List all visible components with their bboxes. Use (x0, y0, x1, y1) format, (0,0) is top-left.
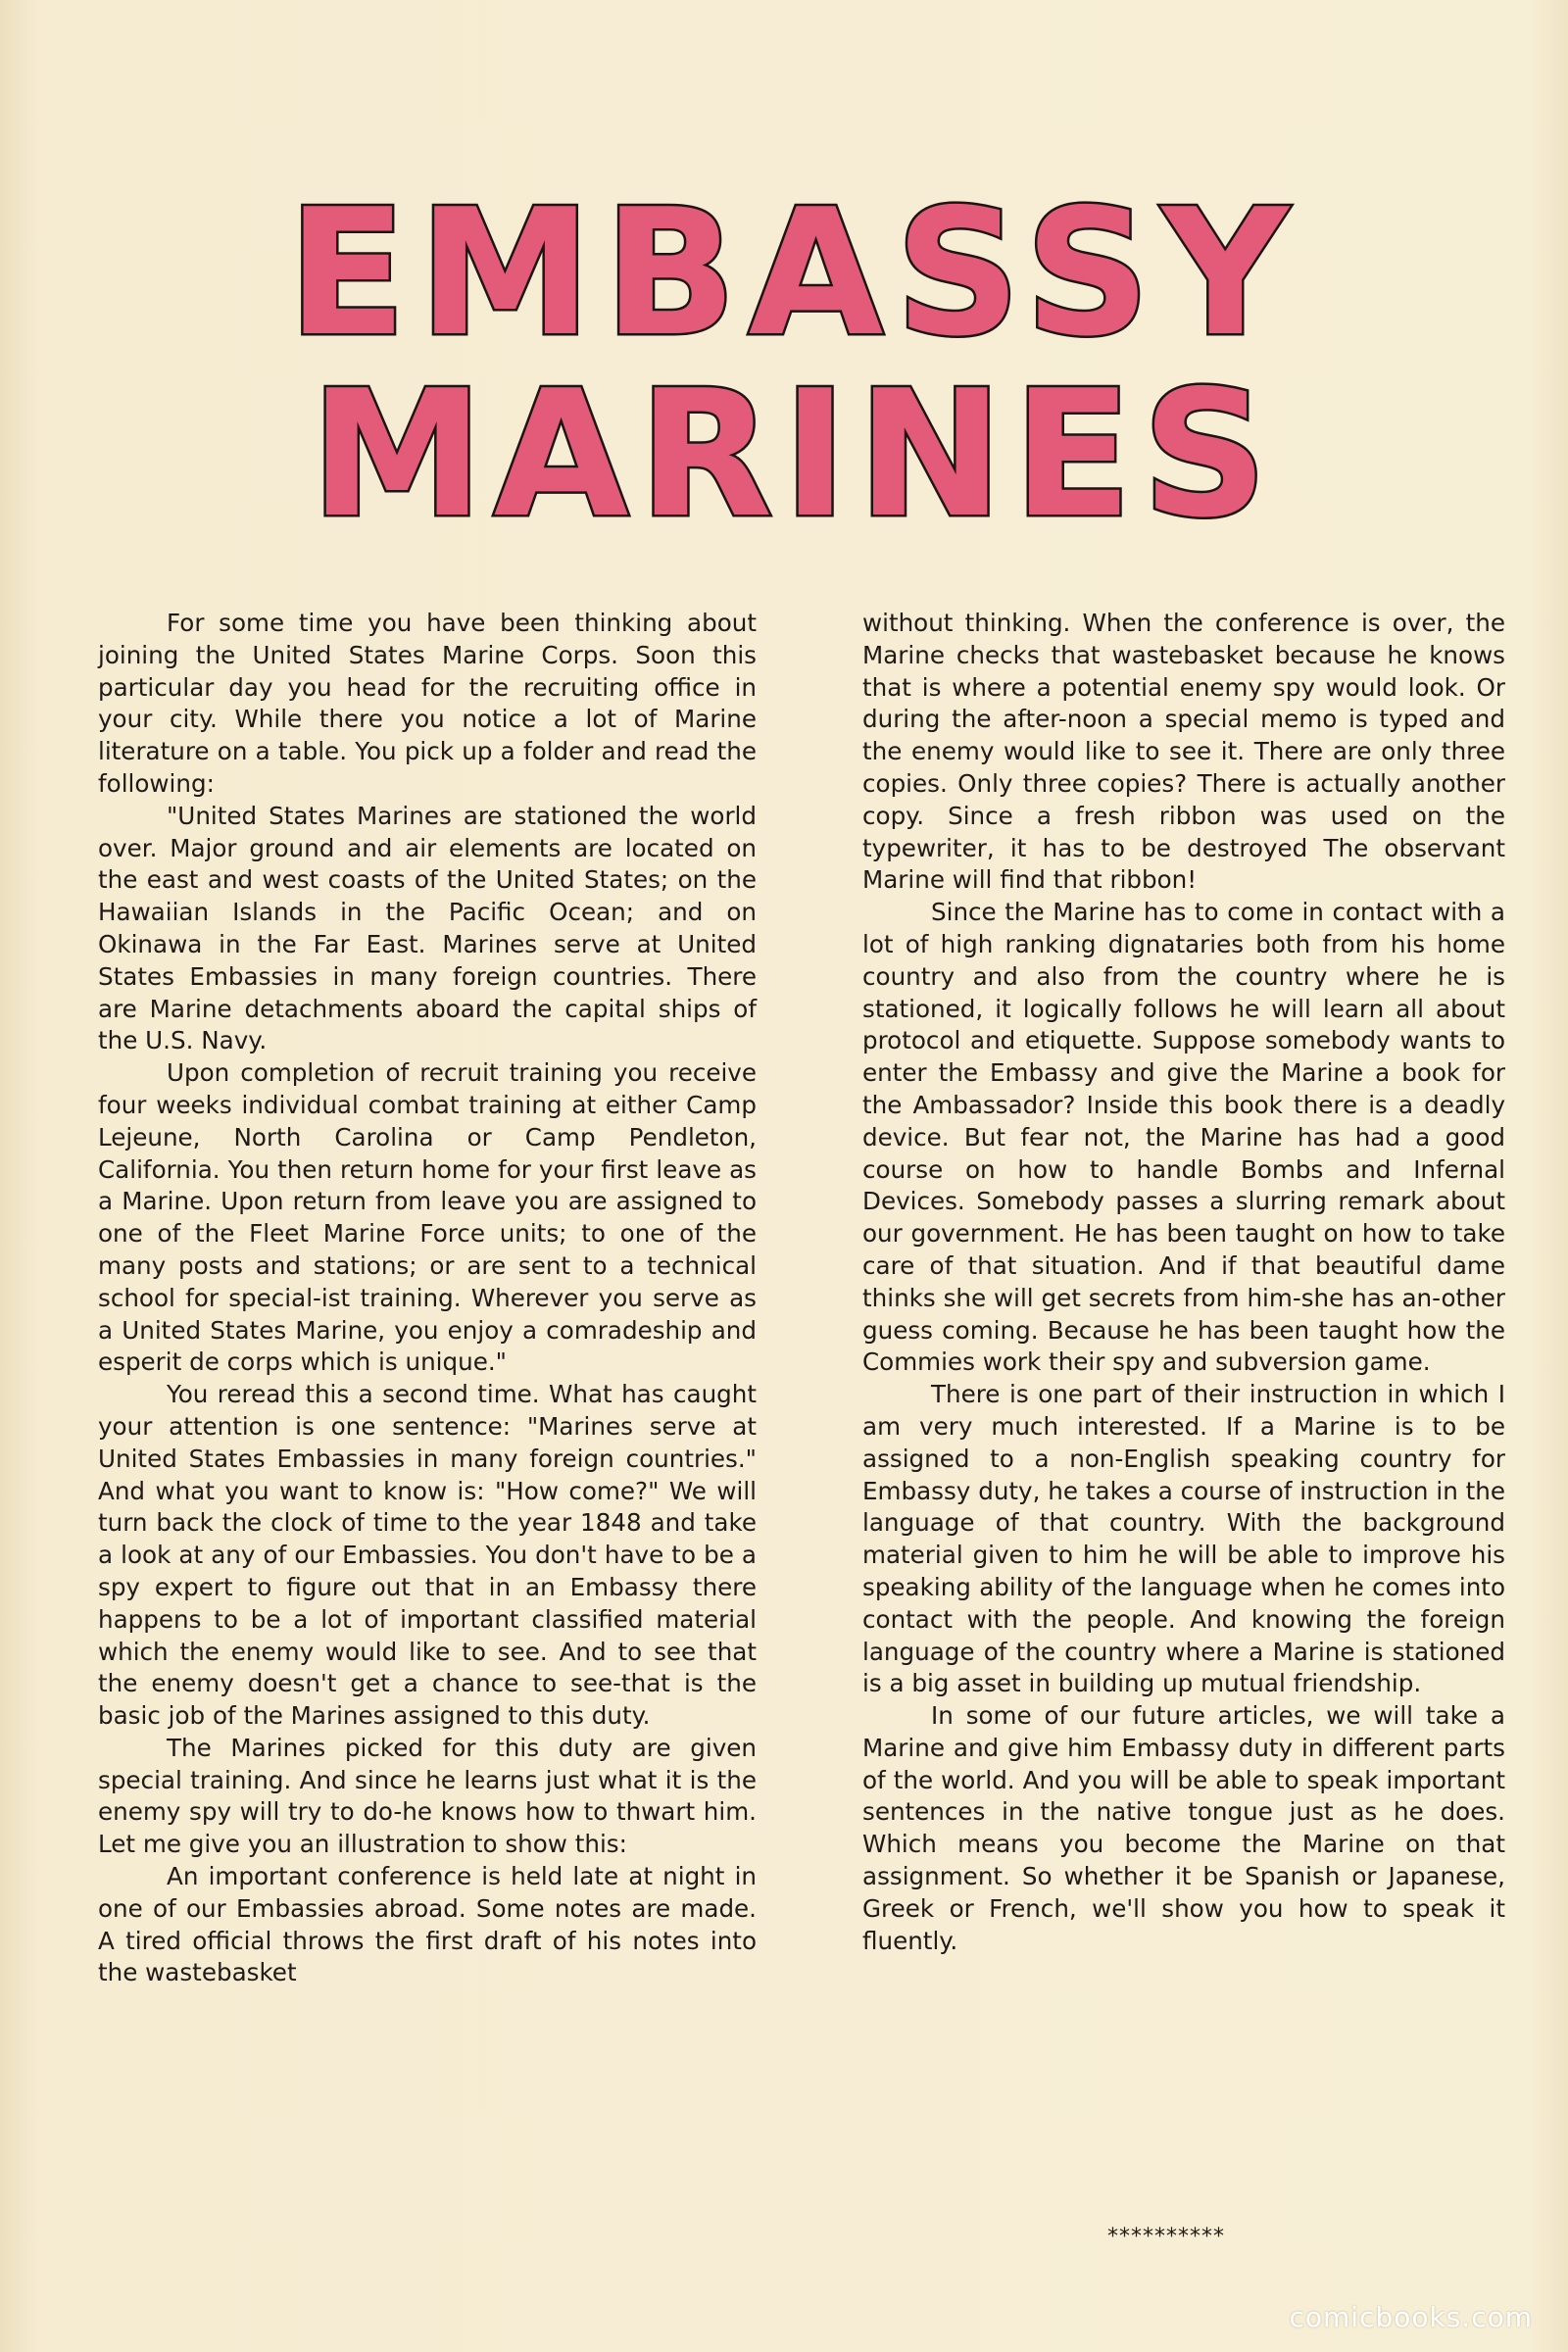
right-column (862, 608, 1505, 1957)
left-paragraph-5: The Marines picked for this duty are given special training. And since he learns just what it is the enemy spy will try to do-he knows how to thwart him. Let me give you an illustration to show this: (98, 1733, 757, 1859)
left-paragraph-4: You reread this a second time. What has caught your attention is one sentence: "Marines serve at United States Embassies in many foreign countries." And what you want to know is: "How come?" We will turn back the clock of time to the year 1848 and take a look at any of our Embassies. You don't have to be a spy expert to figure out that in an Embassy there happens to be a lot of important classified material which the enemy would like to see. And to see that the enemy doesn't get a chance to see-that is the basic job of the Marines assigned to this duty. (98, 1380, 757, 1731)
left-paragraph-3: Upon completion of recruit training you receive four weeks individual combat training at either Camp Lejeune, North Carolina or Camp Pendleton, California. You then return home for your first leave as a Marine. Upon return from leave you are assigned to one of the Fleet Marine Force units; to one of the many posts and stations; or are sent to a technical school for special-ist training. Wherever you serve as a United States Marine, you enjoy a comradeship and esperit de corps which is unique." (98, 1058, 757, 1377)
left-column (98, 608, 757, 1989)
watermark: comicbooks.com (1289, 2301, 1533, 2333)
right-paragraph-1: without thinking. When the conference is over, the Marine checks that wastebasket because he knows that is where a potential enemy spy would look. Or during the after-noon a special memo is typed and the enemy would like to see it. There are only three copies. Only three copies? There is actually another copy. Since a fresh ribbon was used on the typewriter, it has to be destroyed The observant Marine will find that ribbon! (862, 609, 1505, 895)
title-line-2: MARINES (310, 353, 1278, 556)
right-paragraph-4: In some of our future articles, we will take a Marine and give him Embassy duty in different parts of the world. And you will be able to speak important sentences in the native tongue just as he does. Which means you become the Marine on that assignment. So whether it be Spanish or Japanese, Greek or French, we'll show you how to speak it fluently. (862, 1701, 1505, 1955)
right-paragraph-2: Since the Marine has to come in contact with a lot of high ranking dignataries both from his home country and also from the country where he is stationed, it logically follows he will learn all about protocol and etiquette. Suppose somebody wants to enter the Embassy and give the Marine a book for the Ambassador? Inside this book there is a deadly device. But fear not, the Marine has had a good course on how to handle Bombs and Infernal Devices. Somebody passes a slurring remark about our government. He has been taught on how to take care of that situation. And if that beautiful dame thinks she will get secrets from him-she has an-other guess coming. Because he has been taught how the Commies work their spy and subversion game. (862, 898, 1505, 1377)
left-paragraph-1: For some time you have been thinking about joining the United States Marine Corps. Soon this particular day you head for the recruiting office in your city. While there you notice a lot of Marine literature on a table. You pick up a folder and read the following: (98, 609, 757, 798)
left-paragraph-6: An important conference is held late at night in one of our Embassies abroad. Some notes are made. A tired official throws the first draft of his notes into the wastebasket (98, 1862, 757, 1987)
right-paragraph-3: There is one part of their instruction in which I am very much interested. If a Marine is to be assigned to a non-English speaking country for Embassy duty, he takes a course of instruction in the language of that country. With the background material given to him he will be able to improve his speaking ability of the language when he comes into contact with the people. And knowing the foreign language of the country where a Marine is stationed is a big asset in building up mutual friendship. (862, 1380, 1505, 1698)
end-mark: ********** (1107, 2225, 1225, 2249)
title-line-1: EMBASSY (287, 172, 1300, 374)
left-paragraph-2: "United States Marines are stationed the world over. Major ground and air elements are located on the east and west coasts of the United States; on the Hawaiian Islands in the Pacific Ocean; and on Okinawa in the Far East. Marines serve at United States Embassies in many foreign countries. There are Marine detachments aboard the capital ships of the U.S. Navy. (98, 801, 757, 1055)
